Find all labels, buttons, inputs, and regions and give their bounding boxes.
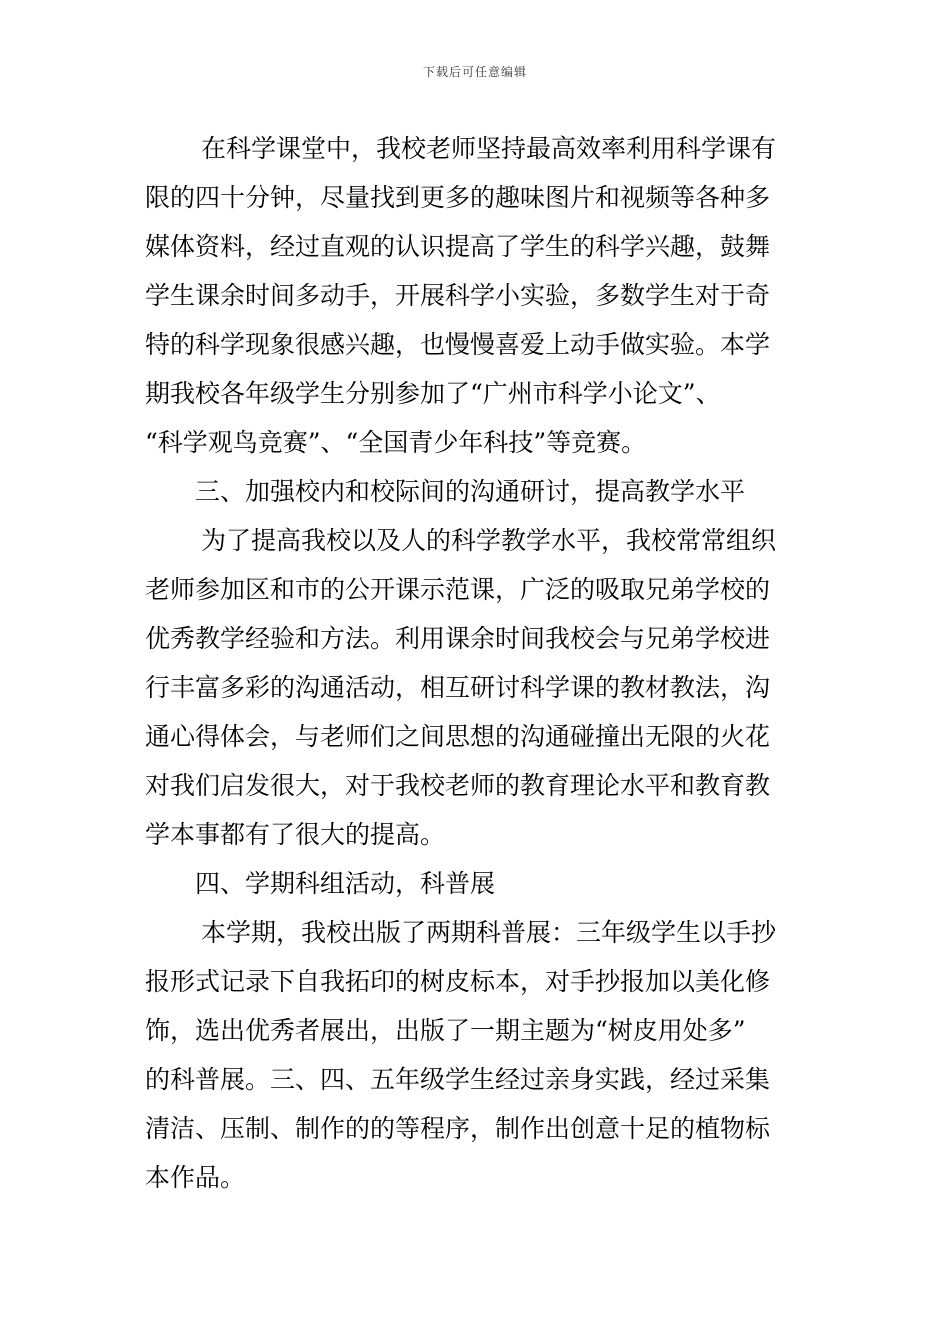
text-line: 优秀教学经验和方法。利用课余时间我校会与兄弟学校进 bbox=[145, 624, 771, 653]
text-line: 本作品。 bbox=[145, 1163, 246, 1192]
text-line: 报形式记录下自我拓印的树皮标本，对手抄报加以美化修 bbox=[145, 967, 771, 996]
text-line: 学本事都有了很大的提高。 bbox=[145, 820, 446, 849]
text-line: 老师参加区和市的公开课示范课，广泛的吸取兄弟学校的 bbox=[145, 575, 771, 604]
text-line: 特的科学现象很感兴趣，也慢慢喜爱上动手做实验。本学 bbox=[145, 330, 771, 359]
text-line: 期我校各年级学生分别参加了“广州市科学小论文”、 bbox=[145, 379, 721, 408]
text-line: 限的四十分钟，尽量找到更多的趣味图片和视频等各种多 bbox=[145, 183, 771, 212]
text-line: 在科学课堂中，我校老师坚持最高效率利用科学课有 bbox=[201, 134, 777, 163]
text-line: 媒体资料，经过直观的认识提高了学生的科学兴趣，鼓舞 bbox=[145, 232, 771, 261]
text-line: 饰，选出优秀者展出，出版了一期主题为“树皮用处多” bbox=[145, 1016, 746, 1045]
text-line: 对我们启发很大，对于我校老师的教育理论水平和教育教 bbox=[145, 771, 771, 800]
text-line: 的科普展。三、四、五年级学生经过亲身实践，经过采集 bbox=[145, 1065, 771, 1094]
text-line: 清洁、压制、制作的的等程序，制作出创意十足的植物标 bbox=[145, 1114, 771, 1143]
text-line: 为了提高我校以及人的科学教学水平，我校常常组织 bbox=[201, 526, 777, 555]
page-header: 下载后可任意编辑 bbox=[422, 65, 527, 79]
text-line: 通心得体会，与老师们之间思想的沟通碰撞出无限的火花 bbox=[145, 722, 771, 751]
document-body bbox=[145, 124, 810, 1202]
text-line: 行丰富多彩的沟通活动，相互研讨科学课的教材教法，沟 bbox=[145, 673, 771, 702]
text-line: 学生课余时间多动手，开展科学小实验，多数学生对于奇 bbox=[145, 281, 771, 310]
text-line: “科学观鸟竞赛”、“全国青少年科技”等竞赛。 bbox=[145, 428, 647, 457]
text-line: 本学期，我校出版了两期科普展：三年级学生以手抄 bbox=[201, 918, 777, 947]
section-heading: 三、加强校内和校际间的沟通研讨，提高教学水平 bbox=[195, 477, 746, 506]
section-heading: 四、学期科组活动，科普展 bbox=[195, 869, 496, 898]
